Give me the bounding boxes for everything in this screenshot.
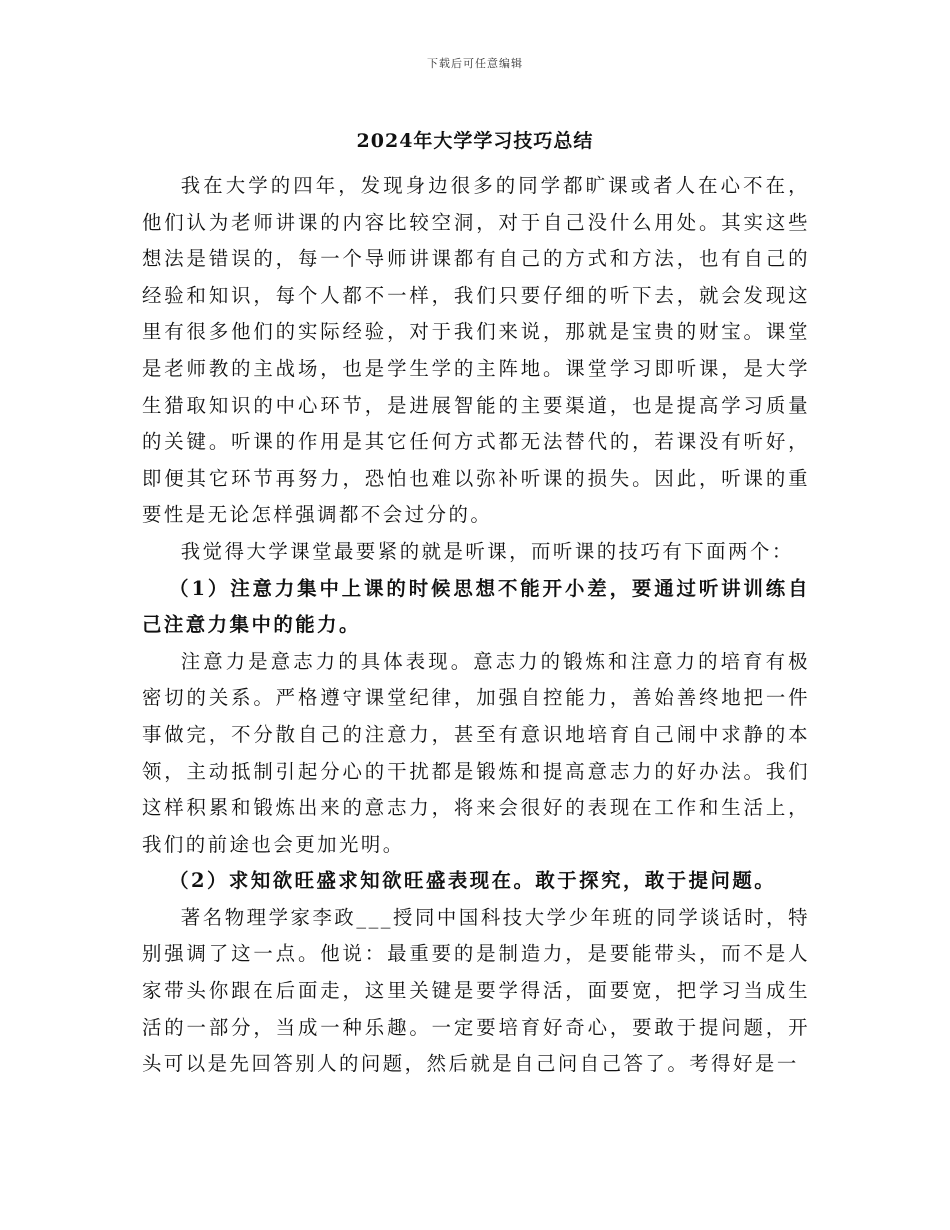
paragraph-intro: 我在大学的四年，发现身边很多的同学都旷课或者人在心不在，他们认为老师讲课的内容比较空洞，对于自己没什么用处。其实这些想法是错误的，每一个导师讲课都有自己的方式和方法，也有自己的经验和知识，每个人都不一样，我们只要仔细的听下去，就会发现这里有很多他们的实际经验，对于我们来说，那就是宝贵的财宝。课堂是老师教的主战场，也是学生学的主阵地。课堂学习即听课，是大学生猎取知识的中心环节，是进展智能的主要渠道，也是提高学习质量的关键。听课的作用是其它任何方式都无法替代的，若课没有听好，即便其它环节再努力，恐怕也难以弥补听课的损失。因此，听课的重要性是无论怎样强调都不会过分的。 — [142, 174, 810, 527]
heading-point-1: （1）注意力集中上课的时候思想不能开小差，要通过听讲训练自己注意力集中的能力。 — [142, 576, 810, 637]
paragraph-listening-techniques: 我觉得大学课堂最要紧的就是听课，而听课的技巧有下面两个： — [180, 539, 794, 563]
document-title: 2024年大学学习技巧总结 — [356, 130, 594, 152]
header-note: 下载后可任意编辑 — [427, 57, 523, 70]
heading-point-2: （2）求知欲旺盛求知欲旺盛表现在。敢于探究，敢于提问题。 — [169, 869, 777, 893]
paragraph-curiosity: 著名物理学家李政___授同中国科技大学少年班的同学谈话时，特别强调了这一点。他说：最重要的是制造力，是要能带头，而不是人家带头你跟在后面走，这里关键是要学得活，面要宽，把学习当成生活的一部分，当成一种乐趣。一定要培育好奇心，要敢于提问题，开头可以是先回答别人的问题，然后就是自己问自己答了。考得好是一 — [142, 905, 810, 1076]
document-body — [142, 168, 810, 1083]
paragraph-attention: 注意力是意志力的具体表现。意志力的锻炼和注意力的培育有极密切的关系。严格遵守课堂纪律，加强自控能力，善始善终地把一件事做完，不分散自己的注意力，甚至有意识地培育自己闹中求静的本领，主动抵制引起分心的干扰都是锻炼和提高意志力的好办法。我们这样积累和锻炼出来的意志力，将来会很好的表现在工作和生活上，我们的前途也会更加光明。 — [142, 649, 810, 856]
